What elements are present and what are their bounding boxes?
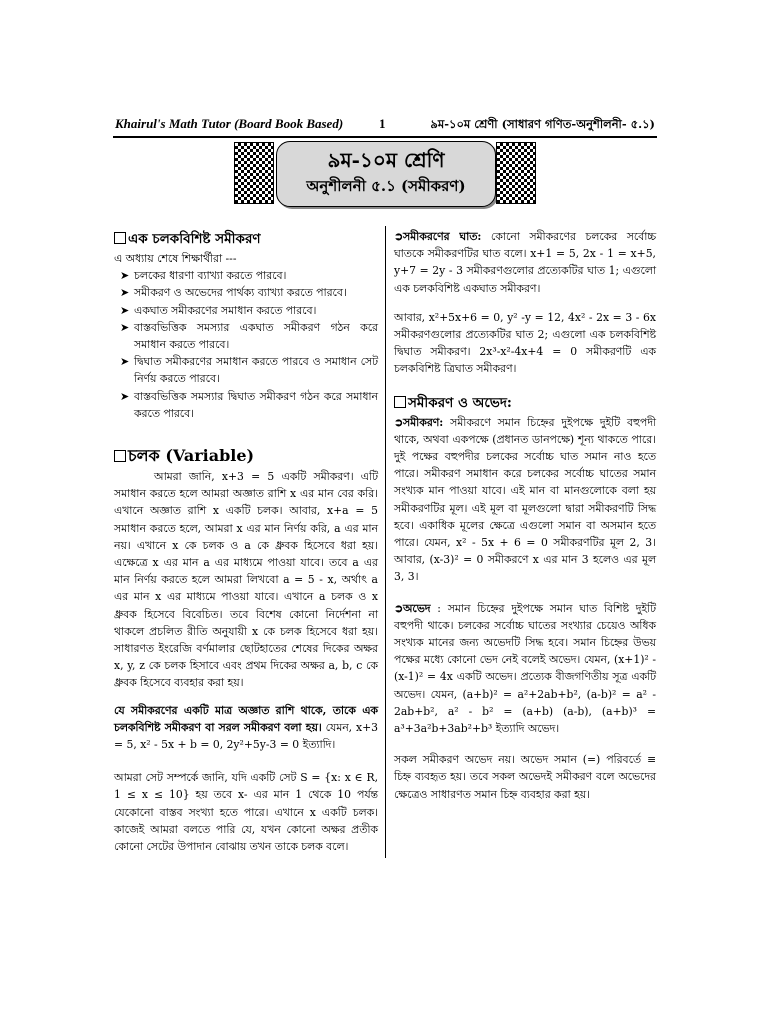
final-paragraph: সকল সমীকরণ অভেদ নয়। অভেদ সমান (=) পরিবর্তে ≡ চিহ্ন ব্যবহৃত হয়। তবে সকল অভেদই সমীকরণ বলে অভেদের ক্ষেত্রেও সাধারণত সমান চিহ্ন ব্যবহার করা হয়। xyxy=(394,753,656,801)
checker-decoration-left xyxy=(234,142,274,204)
section-heading-variable: চলক (Variable) xyxy=(114,444,378,468)
definition-paragraph: যে সমীকরণের একটি মাত্র অজ্ঞাত রাশি থাকে, তাকে এক চলকবিশিষ্ট সমীকরণ বা সরল সমীকরণ বলা হয়। যেমন, x+3 = 5, x² - 5x + b = 0, 2y²+5y-3 = 0 ইত্যাদি। xyxy=(114,703,378,752)
arrow-bullet-icon: ➤ xyxy=(120,355,130,369)
arrow-bullet-icon: ➤ xyxy=(120,320,130,334)
title-line2: অনুশীলনী ৫.১ (সমীকরণ) xyxy=(306,177,466,195)
checkbox-icon xyxy=(114,450,126,462)
arrow-bullet-icon: ➤ xyxy=(120,389,130,403)
list-item: ➤ একঘাত সমীকরণের সমাধান করতে পারবে। xyxy=(114,302,378,319)
set-paragraph: আমরা সেট সম্পর্কে জানি, যদি একটি সেট S = {x: x ∈ R, 1 ≤ x ≤ 10} হয় তবে x- এর মান 1 থেকে 10 পর্যন্ত যেকোনো বাস্তব সংখ্যা হতে পারে। এখানে x একটি চলক। কাজেই আমরা বলতে পারি যে, যখন কোনো অক্ষর প্রতীক কোনো সেটের উপাদান বোঝায় তখন তাকে চলক বলে। xyxy=(114,771,378,854)
column-divider xyxy=(385,226,386,858)
degree-paragraph: ➲সমীকরণের ঘাত: কোনো সমীকরণের চলকের সর্বোচ্চ ঘাতকে সমীকরণটির ঘাত বলে। x+1 = 5, 2x - 1 = x+5, y+7 = 2y - 3 সমীকরণগুলোর প্রত্যেকটির ঘাত 1; এগুলো এক চলকবিশিষ্ট একঘাত সমীকরণ। xyxy=(394,230,656,295)
section-heading-equation-identity: সমীকরণ ও অভেদ: xyxy=(394,392,656,414)
list-item: ➤ সমীকরণ ও অভেদের পার্থক্য ব্যাখ্যা করতে পারবে। xyxy=(114,284,378,301)
equation-paragraph: ➲সমীকরণ: সমীকরণে সমান চিহ্নের দুইপক্ষে দুইটি বহুপদী থাকে, অথবা একপক্ষে (প্রধানত ডানপক্ষে) শূন্য থাকতে পারে। দুই পক্ষের বহুপদীর চলকের সর্বোচ্চ ঘাত সমান নাও হতে পারে। সমীকরণ সমাধান করে চলকের সর্বোচ্চ ঘাতের সমান সংখ্যক মান পাওয়া যাবে। এই মান বা মানগুলোকে বলা হয় সমীকরণটির মূল। এই মূল বা মূলগুলো দ্বারা সমীকরণটি সিদ্ধ হবে। একাধিক মূলের ক্ষেত্রে এগুলো সমান বা অসমান হতে পারে। যেমন, x² - 5x + 6 = 0 সমীকরণটির মূল 2, 3। আবার, (x-3)² = 0 সমীকরণে x এর মান 3 হলেও এর মূল 3, 3। xyxy=(394,415,656,584)
curved-arrow-icon: ➲ xyxy=(394,601,404,615)
title-line1: ৯ম-১০ম শ্রেণি xyxy=(327,148,445,172)
variable-paragraph: আমরা জানি, x+3 = 5 একটি সমীকরণ। এটি সমাধান করতে হলে আমরা অজ্ঞাত রাশি x এর মান বের করি। এখানে অজ্ঞাত রাশি x একটি চলক। আবার, x+a = 5 সমাধান করতে হলে, আমরা x এর মান নির্ণয় করি, a এর মান নয়। এখানে x কে চলক ও a কে ধ্রুবক হিসেবে ধরা হয়। এক্ষেত্রে x এর মান a এর মাধ্যমে পাওয়া যাবে। তবে a এর মান নির্ণয় করতে হলে আমরা লিখবো a = 5 - x, অর্থাৎ a এর মান x এর মাধ্যমে পাওয়া যাবে। এখানে a চলক ও x ধ্রুবক হিসেবে বিবেচিত। তবে বিশেষ কোনো নির্দেশনা না থাকলে প্রচলিত রীতি অনুযায়ী x কে চলক হিসেবে ধরা হয়। সাধারণত ইংরেজি বর্ণমালার ছোটহাতের শেষের দিকের অক্ষর x, y, z কে চলক হিসাবে এবং প্রথম দিকের অক্ষর a, b, c কে ধ্রুবক হিসেবে ব্যবহার করা হয়। xyxy=(114,470,378,690)
objectives-intro: এ অধ্যায় শেষে শিক্ষার্থীরা --- xyxy=(114,252,237,265)
list-item: ➤ বাস্তবভিত্তিক সমস্যার দ্বিঘাত সমীকরণ গঠন করে সমাধান করতে পারবে। xyxy=(120,389,378,420)
list-item: ➤ বাস্তবভিত্তিক সমস্যার একঘাত সমীকরণ গঠন করে সমাধান করতে পারবে। xyxy=(120,320,378,352)
header-right: ৯ম-১০ম শ্রেণী (সাধারণ গণিত-অনুশীলনী- ৫.১) xyxy=(430,117,655,131)
degree-paragraph-2: আবার, x²+5x+6 = 0, y² -y = 12, 4x² - 2x = 3 - 6x সমীকরণগুলোর প্রত্যেকটির ঘাত 2; এগুলো এক চলকবিশিষ্ট দ্বিঘাত সমীকরণ। 2x³-x²-4x+4 = 0 সমীকরণটি এক চলকবিশিষ্ট ত্রিঘাত সমীকরণ। xyxy=(394,310,656,376)
checkbox-icon xyxy=(114,232,126,244)
identity-paragraph: ➲অভেদ : সমান চিহ্নের দুইপক্ষে সমান ঘাত বিশিষ্ট দুইটি বহুপদী থাকে। চলকের সর্বোচ্চ ঘাতের সংখ্যার চেয়েও অধিক সংখ্যক মানের জন্য অভেদটি সিদ্ধ হবে। সমান চিহ্নের উভয় পক্ষের মধ্যে কোনো ভেদ নেই বলেই অভেদ। যেমন, (x+1)² - (x-1)² = 4x একটি অভেদ। প্রত্যেক বীজগণিতীয় সূত্র একটি অভেদ। যেমন, (a+b)² = a²+2ab+b², (a-b)² = a² - 2ab+b², a² - b² = (a+b) (a-b), (a+b)³ = a³+3a²b+3ab²+b³ ইত্যাদি অভেদ। xyxy=(394,601,656,736)
checkbox-icon xyxy=(394,396,406,408)
list-item: ➤ চলকের ধারণা ব্যাখ্যা করতে পারবে। xyxy=(114,267,378,284)
page-number: 1 xyxy=(379,116,386,131)
section-heading-single-variable: এক চলকবিশিষ্ট সমীকরণ xyxy=(114,228,378,250)
arrow-bullet-icon: ➤ xyxy=(120,286,130,300)
curved-arrow-icon: ➲ xyxy=(394,415,404,429)
header-left: Khairul's Math Tutor (Board Book Based) xyxy=(115,116,344,131)
arrow-bullet-icon: ➤ xyxy=(120,303,130,317)
list-item: ➤ দ্বিঘাত সমীকরণের সমাধান করতে পারবে ও সমাধান সেট নির্ণয় করতে পারবে। xyxy=(120,355,378,386)
header-rule xyxy=(113,136,657,138)
checker-decoration-right xyxy=(496,142,536,204)
curved-arrow-icon: ➲ xyxy=(394,230,404,243)
arrow-bullet-icon: ➤ xyxy=(120,269,130,283)
page-header xyxy=(115,116,655,136)
right-column xyxy=(394,228,656,803)
objectives-list xyxy=(114,267,378,422)
left-column xyxy=(114,228,378,855)
title-box xyxy=(276,141,496,207)
